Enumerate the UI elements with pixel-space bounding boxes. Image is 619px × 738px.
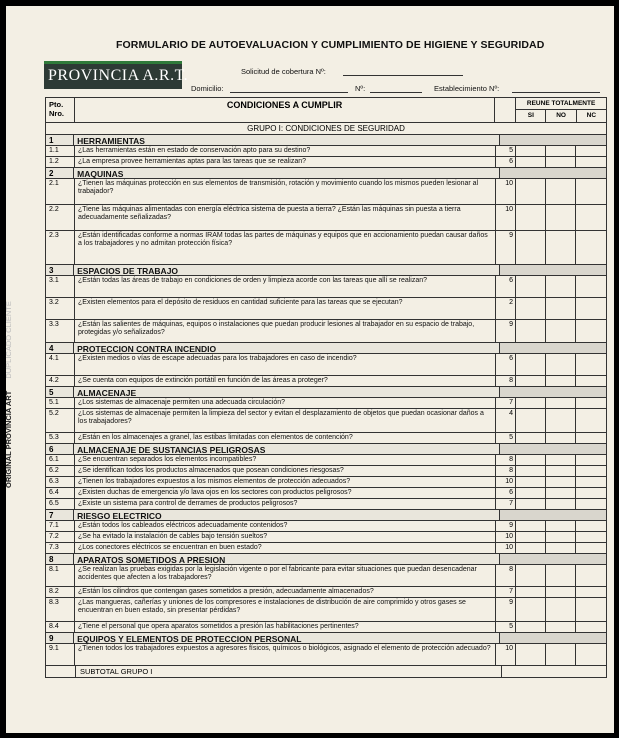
checkbox-nc[interactable]: [576, 587, 606, 597]
checkbox-si[interactable]: [516, 354, 546, 375]
checkbox-nc[interactable]: [576, 521, 606, 531]
checkbox-nc[interactable]: [576, 644, 606, 665]
item-question: ¿Tiene el personal que opera aparatos sometidos a presión las habilitaciones pertinentes?: [75, 622, 496, 632]
item-score: 8: [496, 455, 516, 465]
section-fill: [500, 343, 606, 353]
item-question: ¿Los conectores eléctricos se encuentran en buen estado?: [75, 543, 496, 553]
item-number: 7.2: [46, 532, 75, 542]
section-number: 2: [46, 168, 74, 178]
table-row: [46, 622, 606, 633]
table-row: [46, 598, 606, 622]
item-question: ¿Están identificadas conforme a normas IRAM todas las partes de máquinas y equipos que en accionamiento puedan causar daños a los trabajadores y no admitan protección física?: [75, 231, 496, 264]
item-question: ¿Tienen las máquinas protección en sus elementos de transmisión, rotación y movimiento cuando los mismos pueden lesionar al trabajador?: [75, 179, 496, 204]
checkbox-no[interactable]: [546, 276, 576, 297]
table-row: [46, 644, 606, 666]
table-body: [46, 135, 606, 666]
checkbox-no[interactable]: [546, 532, 576, 542]
checkbox-no[interactable]: [546, 205, 576, 230]
table-row: [46, 499, 606, 510]
section-number: 3: [46, 265, 74, 275]
checkbox-no[interactable]: [546, 433, 576, 443]
item-score: 9: [496, 521, 516, 531]
solicitud-label: Solicitud de cobertura Nº:: [241, 67, 326, 76]
item-number: 3.3: [46, 320, 75, 342]
checkbox-si[interactable]: [516, 231, 546, 264]
checkbox-nc[interactable]: [576, 455, 606, 465]
item-question: ¿Los sistemas de almacenaje permiten una adecuada circulación?: [75, 398, 496, 408]
item-score: 8: [496, 565, 516, 586]
section-fill: [500, 510, 606, 520]
header-score-col: [495, 98, 516, 122]
domicilio-label: Domicilio:: [191, 84, 224, 93]
item-question: ¿Están todos los cableados eléctricos adecuadamente contenidos?: [75, 521, 496, 531]
checkbox-si[interactable]: [516, 409, 546, 432]
item-question: ¿Las herramientas están en estado de conservación apto para su destino?: [75, 146, 496, 156]
table-header: [46, 98, 606, 123]
table-row: [46, 409, 606, 433]
section-number: 4: [46, 343, 74, 353]
item-number: 7.3: [46, 543, 75, 553]
checkbox-no[interactable]: [546, 565, 576, 586]
checkbox-no[interactable]: [546, 598, 576, 621]
checkbox-nc[interactable]: [576, 499, 606, 509]
checkbox-no[interactable]: [546, 488, 576, 498]
header-si: SI: [516, 110, 546, 122]
checkbox-no[interactable]: [546, 499, 576, 509]
section-title: PROTECCION CONTRA INCENDIO: [74, 343, 500, 353]
checkbox-no[interactable]: [546, 376, 576, 386]
checkbox-si[interactable]: [516, 587, 546, 597]
item-number: 6.2: [46, 466, 75, 476]
item-score: 10: [496, 543, 516, 553]
item-score: 6: [496, 276, 516, 297]
item-score: 6: [496, 354, 516, 375]
section-title: HERRAMIENTAS: [74, 135, 500, 145]
checkbox-si[interactable]: [516, 466, 546, 476]
checkbox-no[interactable]: [546, 298, 576, 319]
checkbox-no[interactable]: [546, 543, 576, 553]
item-score: 6: [496, 157, 516, 167]
header-reune: [516, 98, 606, 122]
table-row: [46, 205, 606, 231]
nro-label: Nº:: [355, 84, 366, 93]
checkbox-si[interactable]: [516, 644, 546, 665]
checkbox-nc[interactable]: [576, 354, 606, 375]
checkbox-si[interactable]: [516, 398, 546, 408]
table-row: [46, 565, 606, 587]
item-question: ¿Se encuentran separados los elementos incompatibles?: [75, 455, 496, 465]
item-number: 9.1: [46, 644, 75, 665]
item-number: 7.1: [46, 521, 75, 531]
checkbox-si[interactable]: [516, 565, 546, 586]
checkbox-nc[interactable]: [576, 433, 606, 443]
section-fill: [500, 135, 606, 145]
section-title: EQUIPOS Y ELEMENTOS DE PROTECCION PERSONAL: [74, 633, 500, 643]
checkbox-no[interactable]: [546, 455, 576, 465]
item-score: 8: [496, 466, 516, 476]
subtotal-row: [46, 666, 606, 677]
item-number: 5.1: [46, 398, 75, 408]
checkbox-no[interactable]: [546, 398, 576, 408]
item-question: ¿Están en los almacenajes a granel, las estibas limitadas con elementos de contención?: [75, 433, 496, 443]
section-fill: [500, 387, 606, 397]
table-row: [46, 587, 606, 598]
section-fill: [500, 444, 606, 454]
checkbox-nc[interactable]: [576, 205, 606, 230]
section-number: 5: [46, 387, 74, 397]
item-score: 6: [496, 488, 516, 498]
checkbox-nc[interactable]: [576, 398, 606, 408]
checkbox-no[interactable]: [546, 644, 576, 665]
header-nc: NC: [586, 112, 597, 119]
section-title: ALMACENAJE DE SUSTANCIAS PELIGROSAS: [74, 444, 500, 454]
item-question: ¿Tienen todos los trabajadores expuestos a agresores físicos, químicos o biológicos, asignado el elemento de protección adecuado?: [75, 644, 496, 665]
checkbox-nc[interactable]: [576, 598, 606, 621]
item-question: ¿Se identifican todos los productos almacenados que posean condiciones riesgosas?: [75, 466, 496, 476]
item-number: 6.3: [46, 477, 75, 487]
checkbox-si[interactable]: [516, 598, 546, 621]
section-row: [46, 554, 606, 565]
item-number: 4.1: [46, 354, 75, 375]
item-number: 5.2: [46, 409, 75, 432]
section-title: MAQUINAS: [74, 168, 500, 178]
item-number: 3.2: [46, 298, 75, 319]
checkbox-nc[interactable]: [576, 409, 606, 432]
checkbox-no[interactable]: [546, 231, 576, 264]
table-row: [46, 455, 606, 466]
checkbox-si[interactable]: [516, 433, 546, 443]
item-question: ¿La empresa provee herramientas aptas para las tareas que se realizan?: [75, 157, 496, 167]
header-reune-totalmente: REUNE TOTALMENTE: [516, 98, 606, 110]
item-number: 6.4: [46, 488, 75, 498]
form-title: FORMULARIO DE AUTOEVALUACION Y CUMPLIMIENTO DE HIGIENE Y SEGURIDAD: [116, 39, 545, 51]
section-row: [46, 510, 606, 521]
item-number: 1.2: [46, 157, 75, 167]
item-question: ¿Existen elementos para el depósito de residuos en cantidad suficiente para las tareas que se ejecutan?: [75, 298, 496, 319]
checkbox-si[interactable]: [516, 205, 546, 230]
section-number: 9: [46, 633, 74, 643]
logo-accent-bar: [44, 61, 182, 64]
section-fill: [500, 554, 606, 564]
section-row: [46, 343, 606, 354]
item-question: ¿Existe un sistema para control de derrames de productos peligrosos?: [75, 499, 496, 509]
item-question: ¿Se cuenta con equipos de extinción portátil en función de las áreas a proteger?: [75, 376, 496, 386]
item-number: 1.1: [46, 146, 75, 156]
domicilio-line[interactable]: [230, 92, 348, 93]
item-number: 4.2: [46, 376, 75, 386]
table-row: [46, 320, 606, 343]
header-pto-nro: Pto. Nro.: [46, 98, 75, 122]
checkbox-si[interactable]: [516, 179, 546, 204]
establecimiento-label: Establecimiento Nº:: [434, 84, 500, 93]
section-fill: [500, 265, 606, 275]
item-score: 2: [496, 298, 516, 319]
item-score: 5: [496, 622, 516, 632]
item-number: 8.4: [46, 622, 75, 632]
nro-line[interactable]: [370, 92, 422, 93]
side-margin-label: [4, 301, 13, 488]
item-score: 4: [496, 409, 516, 432]
section-title: RIESGO ELECTRICO: [74, 510, 500, 520]
checkbox-nc[interactable]: [576, 179, 606, 204]
item-question: ¿Tienen los trabajadores expuestos a los mismos elementos de protección adecuados?: [75, 477, 496, 487]
item-question: ¿Están los cilindros que contengan gases sometidos a presión, adecuadamente almacenados?: [75, 587, 496, 597]
table-row: [46, 354, 606, 376]
table-row: [46, 543, 606, 554]
table-row: [46, 532, 606, 543]
checkbox-no[interactable]: [546, 477, 576, 487]
item-question: ¿Existen duchas de emergencia y/o lava ojos en los sectores con productos peligrosos?: [75, 488, 496, 498]
checkbox-nc[interactable]: [576, 376, 606, 386]
section-title: ESPACIOS DE TRABAJO: [74, 265, 500, 275]
table-row: [46, 146, 606, 157]
logo-text: PROVINCIA A.R.T.: [48, 67, 189, 84]
item-question: ¿Los sistemas de almacenaje permiten la limpieza del sector y evitan el desplazamiento de objetos que puedan ocasionar daños a los trabajadores?: [75, 409, 496, 432]
section-row: [46, 265, 606, 276]
item-score: 7: [496, 499, 516, 509]
checkbox-nc[interactable]: [576, 298, 606, 319]
item-score: 10: [496, 644, 516, 665]
section-number: 7: [46, 510, 74, 520]
checklist-table: [45, 97, 607, 678]
item-score: 5: [496, 433, 516, 443]
table-row: [46, 276, 606, 298]
item-number: 2.2: [46, 205, 75, 230]
section-fill: [500, 168, 606, 178]
table-row: [46, 466, 606, 477]
table-row: [46, 231, 606, 265]
section-row: [46, 387, 606, 398]
checkbox-nc[interactable]: [576, 231, 606, 264]
header-condiciones: CONDICIONES A CUMPLIR: [75, 98, 495, 122]
checkbox-si[interactable]: [516, 622, 546, 632]
checkbox-nc[interactable]: [576, 320, 606, 342]
item-question: ¿Las mangueras, cañerías y uniones de los compresores e instalaciones de distribución de aire comprimido y otros gases se encuentran en buen estado, sin presentar pérdidas?: [75, 598, 496, 621]
checkbox-nc[interactable]: [576, 622, 606, 632]
checkbox-si[interactable]: [516, 276, 546, 297]
checkbox-no[interactable]: [546, 354, 576, 375]
checkbox-no[interactable]: [546, 521, 576, 531]
section-number: 1: [46, 135, 74, 145]
side-duplicado-label: DUPLICADO CLIENTE: [4, 301, 13, 379]
provincia-art-logo: [44, 61, 189, 89]
checkbox-no[interactable]: [546, 146, 576, 156]
checkbox-no[interactable]: [546, 409, 576, 432]
item-question: ¿Tiene las máquinas alimentadas con energía eléctrica sistema de puesta a tierra? ¿Están las máquinas sin puesta a tierra adecuadamente señalizadas?: [75, 205, 496, 230]
item-number: 8.2: [46, 587, 75, 597]
table-row: [46, 488, 606, 499]
table-row: [46, 398, 606, 409]
item-score: 10: [496, 205, 516, 230]
item-number: 6.5: [46, 499, 75, 509]
item-score: 7: [496, 398, 516, 408]
item-question: ¿Están las salientes de máquinas, equipos o instalaciones que puedan producir lesiones al trabajador en su espacio de trabajo, protegidas y/o señalizados?: [75, 320, 496, 342]
item-score: 10: [496, 532, 516, 542]
item-number: 8.3: [46, 598, 75, 621]
checkbox-no[interactable]: [546, 157, 576, 167]
checkbox-no[interactable]: [546, 320, 576, 342]
item-score: 8: [496, 376, 516, 386]
checkbox-nc[interactable]: [576, 157, 606, 167]
table-row: [46, 376, 606, 387]
checkbox-si[interactable]: [516, 455, 546, 465]
checkbox-si[interactable]: [516, 157, 546, 167]
header-no: NO: [546, 110, 576, 122]
checkbox-si[interactable]: [516, 543, 546, 553]
checkbox-nc[interactable]: [576, 276, 606, 297]
item-score: 10: [496, 477, 516, 487]
table-row: [46, 298, 606, 320]
item-number: 8.1: [46, 565, 75, 586]
solicitud-line[interactable]: [343, 75, 463, 76]
subtotal-label: SUBTOTAL GRUPO I: [76, 666, 502, 677]
checkbox-no[interactable]: [546, 466, 576, 476]
item-number: 3.1: [46, 276, 75, 297]
table-row: [46, 433, 606, 444]
checkbox-nc[interactable]: [576, 488, 606, 498]
table-row: [46, 521, 606, 532]
checkbox-nc[interactable]: [576, 146, 606, 156]
item-score: 5: [496, 146, 516, 156]
checkbox-nc[interactable]: [576, 466, 606, 476]
checkbox-no[interactable]: [546, 622, 576, 632]
checkbox-si[interactable]: [516, 298, 546, 319]
section-number: 8: [46, 554, 74, 564]
checkbox-si[interactable]: [516, 477, 546, 487]
section-row: [46, 135, 606, 146]
section-title: ALMACENAJE: [74, 387, 500, 397]
table-row: [46, 157, 606, 168]
checkbox-nc[interactable]: [576, 532, 606, 542]
item-question: ¿Se ha evitado la instalación de cables bajo tensión sueltos?: [75, 532, 496, 542]
item-score: 9: [496, 231, 516, 264]
item-question: ¿Se realizan las pruebas exigidas por la legislación vigente o por el fabricante para evitar situaciones que puedan desencadenar accidentes que afecten a los trabajadores?: [75, 565, 496, 586]
checkbox-si[interactable]: [516, 521, 546, 531]
subtotal-num-cell: [46, 666, 76, 677]
checkbox-si[interactable]: [516, 488, 546, 498]
establecimiento-line[interactable]: [512, 92, 600, 93]
checkbox-si[interactable]: [516, 376, 546, 386]
checkbox-no[interactable]: [546, 587, 576, 597]
checkbox-nc[interactable]: [576, 565, 606, 586]
section-title: APARATOS SOMETIDOS A PRESION: [74, 554, 500, 564]
item-number: 6.1: [46, 455, 75, 465]
checkbox-si[interactable]: [516, 320, 546, 342]
group-title: GRUPO I: CONDICIONES DE SEGURIDAD: [46, 123, 606, 135]
checkbox-si[interactable]: [516, 532, 546, 542]
item-score: 9: [496, 598, 516, 621]
table-row: [46, 179, 606, 205]
section-fill: [500, 633, 606, 643]
section-row: [46, 168, 606, 179]
item-score: 10: [496, 179, 516, 204]
table-row: [46, 477, 606, 488]
checkbox-si[interactable]: [516, 146, 546, 156]
item-score: 9: [496, 320, 516, 342]
item-number: 2.1: [46, 179, 75, 204]
item-question: ¿Están todas las áreas de trabajo en condiciones de orden y limpieza acorde con las tareas que allí se realizan?: [75, 276, 496, 297]
checkbox-nc[interactable]: [576, 543, 606, 553]
checkbox-nc[interactable]: [576, 477, 606, 487]
item-question: ¿Existen medios o vías de escape adecuadas para los trabajadores en caso de incendio?: [75, 354, 496, 375]
checkbox-si[interactable]: [516, 499, 546, 509]
section-row: [46, 444, 606, 455]
item-score: 7: [496, 587, 516, 597]
checkbox-no[interactable]: [546, 179, 576, 204]
item-number: 5.3: [46, 433, 75, 443]
section-number: 6: [46, 444, 74, 454]
section-row: [46, 633, 606, 644]
item-number: 2.3: [46, 231, 75, 264]
side-original-label: ORIGINAL PROVINCIA ART: [4, 390, 13, 488]
